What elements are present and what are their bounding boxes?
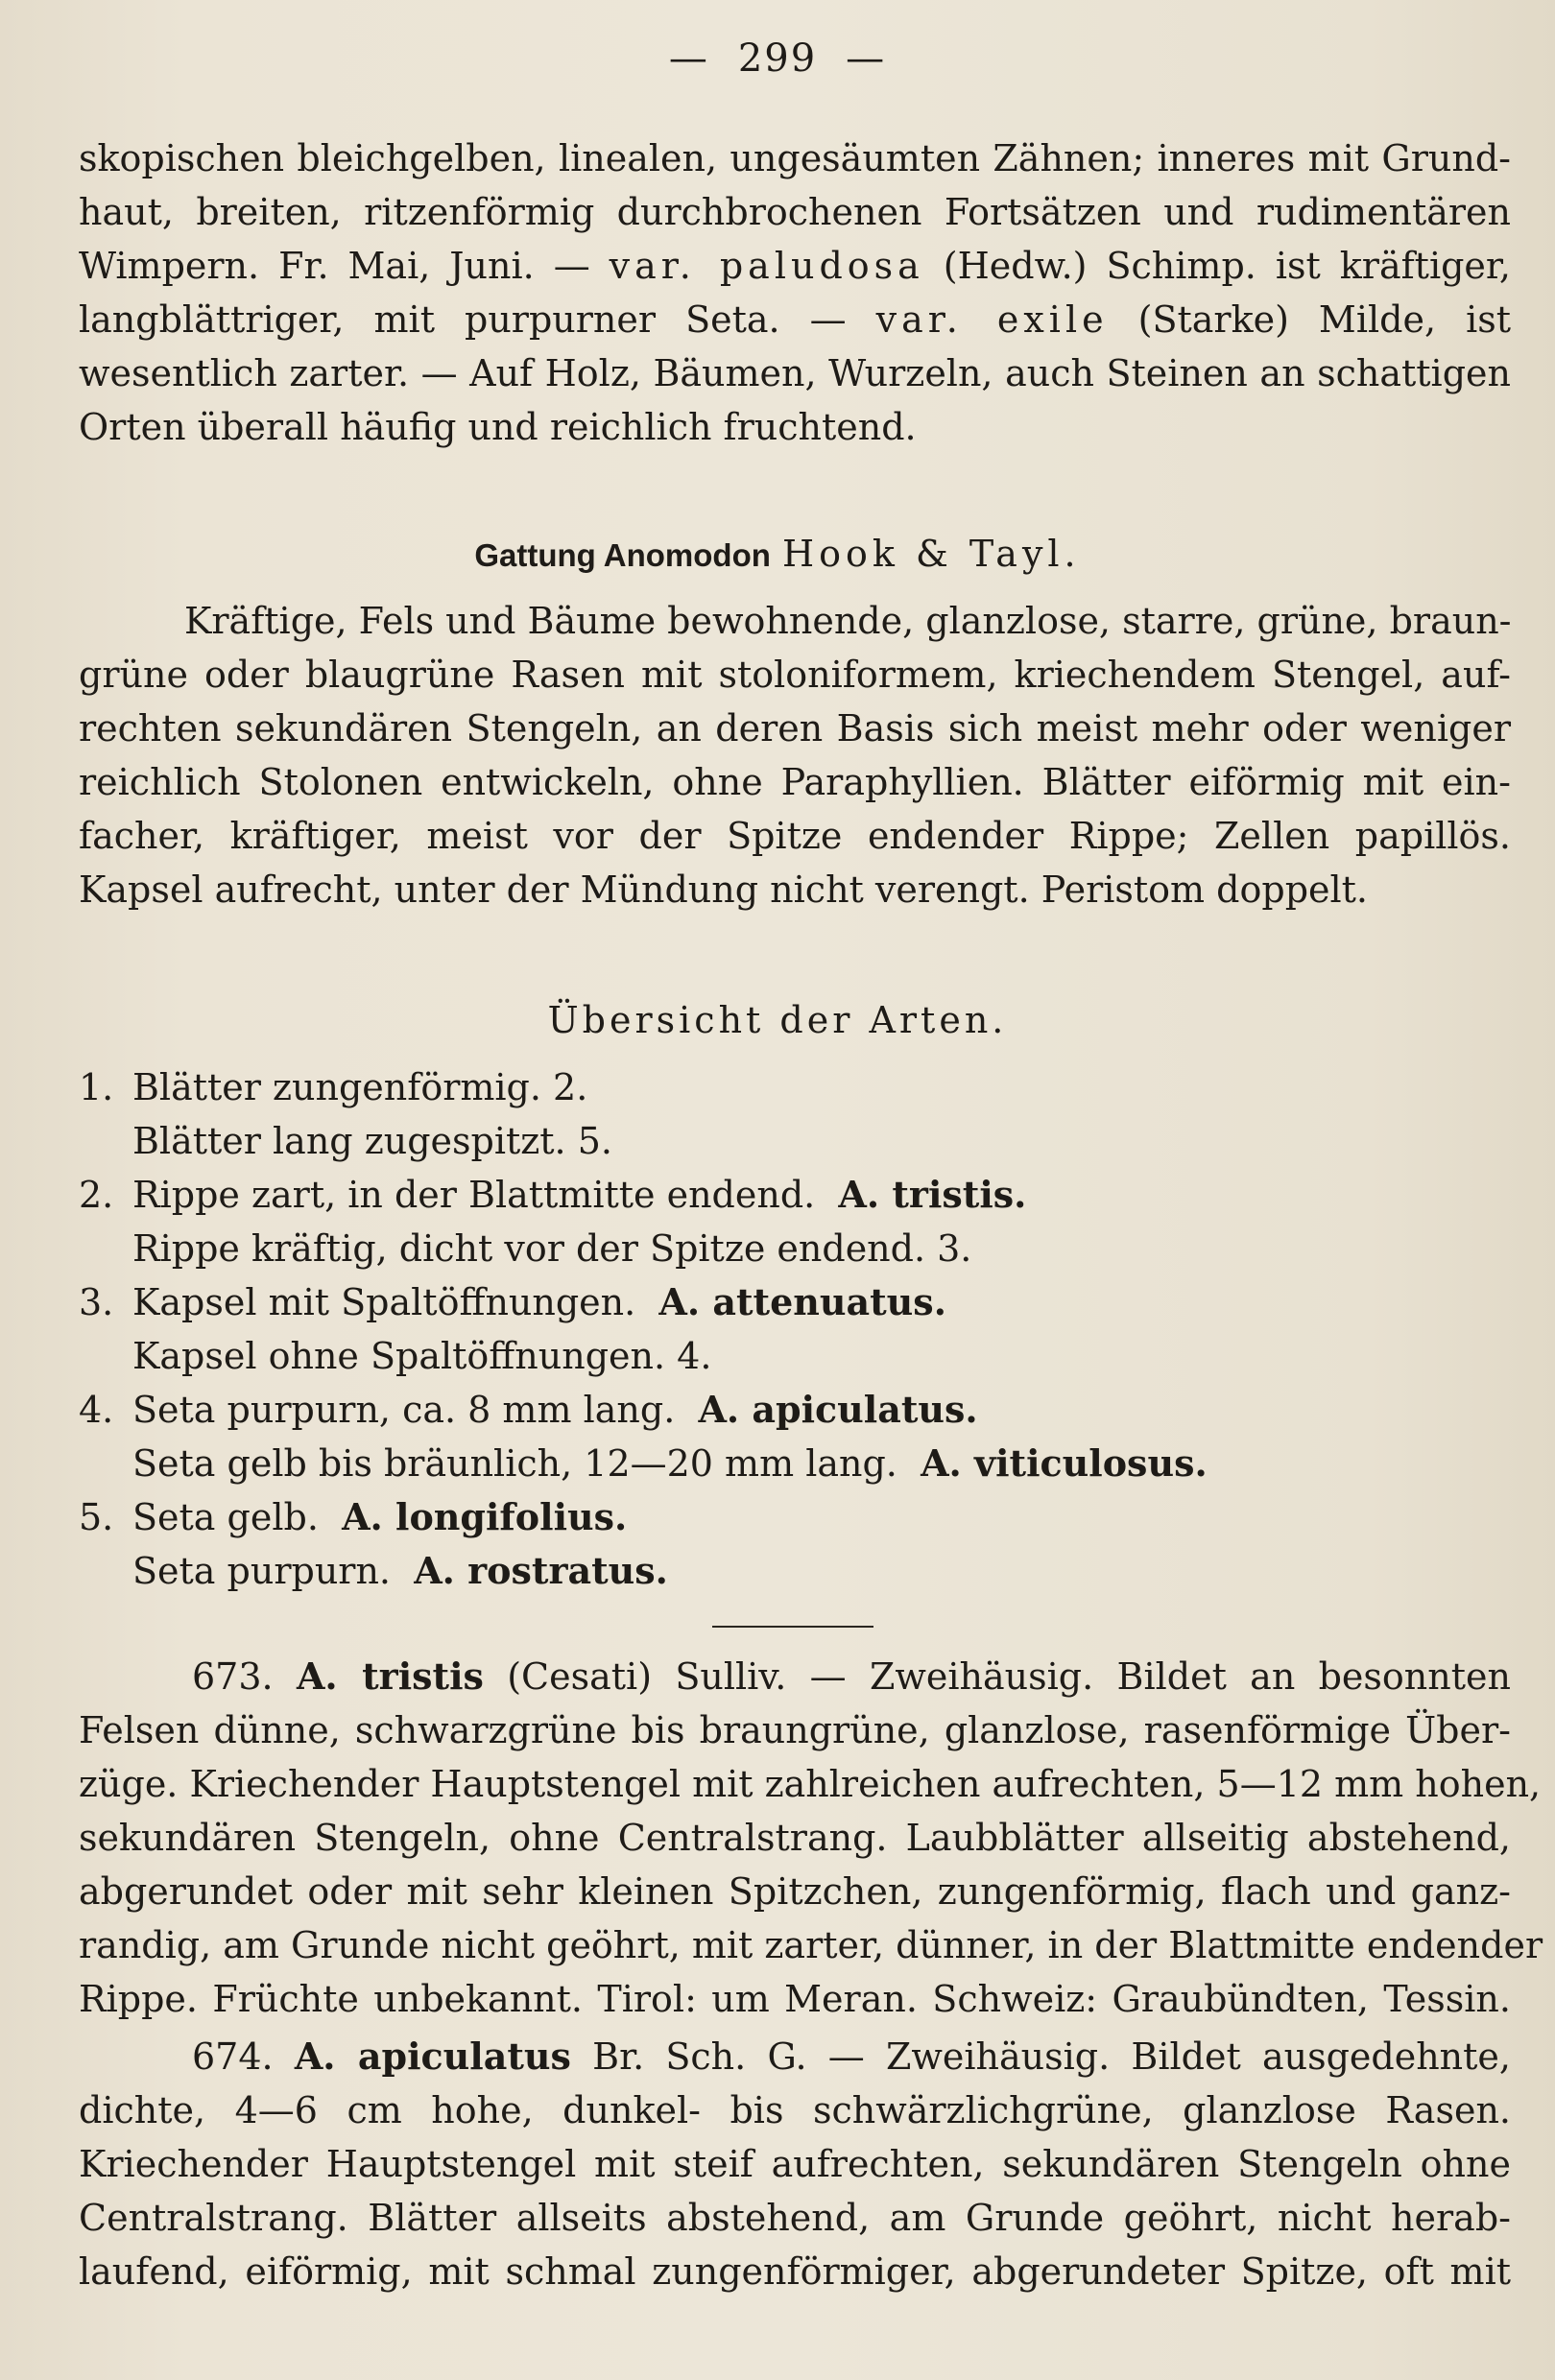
species-name: A. tristis [296, 1654, 484, 1698]
variety-name: var. exile [875, 298, 1109, 341]
text-line: rechten sekundären Stengeln, an deren Basis sich meist mehr oder weniger [79, 707, 1511, 750]
text-line: wesentlich zarter. — Auf Holz, Bäumen, Wurzeln, auch Steinen an schattigen [79, 352, 1511, 394]
page-number-dash-right: — [846, 36, 887, 81]
key-entry [79, 1063, 587, 1113]
text-line [79, 2033, 1511, 2082]
text-run: Wimpern. Fr. Mai, Juni. — [79, 245, 610, 287]
genus-authority: Hook & Tayl. [781, 533, 1081, 575]
text-line: Centralstrang. Blätter allseits abstehend, am Grunde geöhrt, nicht herab- [79, 2197, 1511, 2239]
key-text: Rippe zart, in der Blattmitte endend. [132, 1174, 816, 1216]
text-run: (Hedw.) Schimp. ist kräftiger, [923, 245, 1511, 287]
text-line: züge. Kriechender Hauptstengel mit zahlreichen aufrechten, 5—12 mm hohen, [79, 1763, 1542, 1805]
key-number: 4. [79, 1389, 114, 1431]
text-line: sekundären Stengeln, ohne Centralstrang. Laubblätter allseitig abstehend, [79, 1817, 1511, 1859]
key-number: 2. [79, 1174, 114, 1216]
text-line [79, 242, 1511, 292]
species-name: A. apiculatus [294, 2035, 571, 2078]
text-line: laufend, eiförmig, mit schmal zungenförmiger, abgerundeter Spitze, oft mit [79, 2250, 1511, 2293]
section-divider [712, 1626, 873, 1628]
key-species: A. longifolius. [342, 1495, 628, 1538]
text-run: (Cesati) Sulliv. — Zweihäusig. Bildet an besonnten [483, 1655, 1511, 1698]
key-entry [79, 1332, 711, 1382]
key-entry [79, 1547, 668, 1597]
key-number: 1. [79, 1066, 114, 1108]
key-text: Seta purpurn. [132, 1550, 392, 1592]
text-line: Rippe. Früchte unbekannt. Tirol: um Meran. Schweiz: Graubündten, Tessin. [79, 1978, 1511, 2020]
key-entry [79, 1225, 971, 1274]
key-text: Blätter lang zugespitzt. 5. [132, 1120, 612, 1162]
key-species: A. tristis. [838, 1173, 1027, 1216]
key-number: 3. [79, 1281, 114, 1323]
page-number [0, 36, 1555, 81]
key-text: Seta gelb. [132, 1496, 319, 1538]
key-text: Rippe kräftig, dicht vor der Spitze endend. 3. [132, 1227, 972, 1270]
text-line: dichte, 4—6 cm hohe, dunkel- bis schwärzlichgrüne, glanzlose Rasen. [79, 2089, 1511, 2131]
page-number-value: 299 [737, 36, 818, 81]
variety-name: var. paludosa [609, 245, 924, 287]
text-run: Br. Sch. G. — Zweihäusig. Bildet ausgedehnte, [570, 2035, 1511, 2078]
key-text: Blätter zungenförmig. 2. [132, 1066, 588, 1108]
text-line: Orten überall häufig und reichlich fruchtend. [79, 406, 917, 448]
text-line: Kräftige, Fels und Bäume bewohnende, glanzlose, starre, grüne, braun- [184, 600, 1512, 642]
genus-heading [0, 530, 1555, 580]
text-run: (Starke) Milde, ist [1108, 298, 1511, 341]
text-line [79, 1653, 1511, 1702]
text-line: Kriechender Hauptstengel mit steif aufrechten, sekundären Stengeln ohne [79, 2143, 1511, 2185]
key-entry [79, 1171, 1026, 1221]
key-number: 5. [79, 1496, 114, 1538]
key-heading: Übersicht der Arten. [547, 999, 1008, 1041]
key-entry [79, 1278, 946, 1328]
text-line: facher, kräftiger, meist vor der Spitze endender Rippe; Zellen papillös. [79, 815, 1511, 857]
key-text: Kapsel ohne Spaltöffnungen. 4. [132, 1335, 712, 1377]
text-line: grüne oder blaugrüne Rasen mit stoloniformem, kriechendem Stengel, auf- [79, 654, 1511, 696]
key-text: Seta gelb bis bräunlich, 12—20 mm lang. [132, 1442, 897, 1485]
key-entry [79, 1386, 978, 1436]
text-line: reichlich Stolonen entwickeln, ohne Paraphyllien. Blätter eiförmig mit ein- [79, 761, 1511, 803]
text-line: skopischen bleichgelben, linealen, ungesäumten Zähnen; inneres mit Grund- [79, 137, 1511, 179]
key-text: Kapsel mit Spaltöffnungen. [132, 1281, 636, 1323]
key-entry [79, 1117, 612, 1167]
text-line: randig, am Grunde nicht geöhrt, mit zarter, dünner, in der Blattmitte endender [79, 1924, 1543, 1966]
text-line: haut, breiten, ritzenförmig durchbrochenen Fortsätzen und rudimentären [79, 191, 1511, 233]
species-number: 674. [192, 2035, 274, 2078]
text-run: langblättriger, mit purpurner Seta. — [79, 298, 876, 341]
key-text: Seta purpurn, ca. 8 mm lang. [132, 1389, 676, 1431]
key-species: A. rostratus. [414, 1549, 668, 1592]
key-species: A. attenuatus. [658, 1280, 946, 1323]
species-number: 673. [192, 1655, 274, 1698]
key-entry [79, 1493, 627, 1543]
text-line: Kapsel aufrecht, unter der Mündung nicht verengt. Peristom doppelt. [79, 869, 1369, 911]
page-number-dash-left: — [668, 36, 709, 81]
text-line: Felsen dünne, schwarzgrüne bis braungrüne, glanzlose, rasenförmige Über- [79, 1709, 1511, 1751]
key-species: A. viticulosus. [921, 1441, 1208, 1485]
key-species: A. apiculatus. [698, 1388, 978, 1431]
text-line: abgerundet oder mit sehr kleinen Spitzchen, zungenförmig, flach und ganz- [79, 1870, 1511, 1913]
genus-label: Gattung Anomodon [474, 537, 771, 573]
key-entry [79, 1440, 1208, 1489]
text-line [79, 296, 1511, 345]
